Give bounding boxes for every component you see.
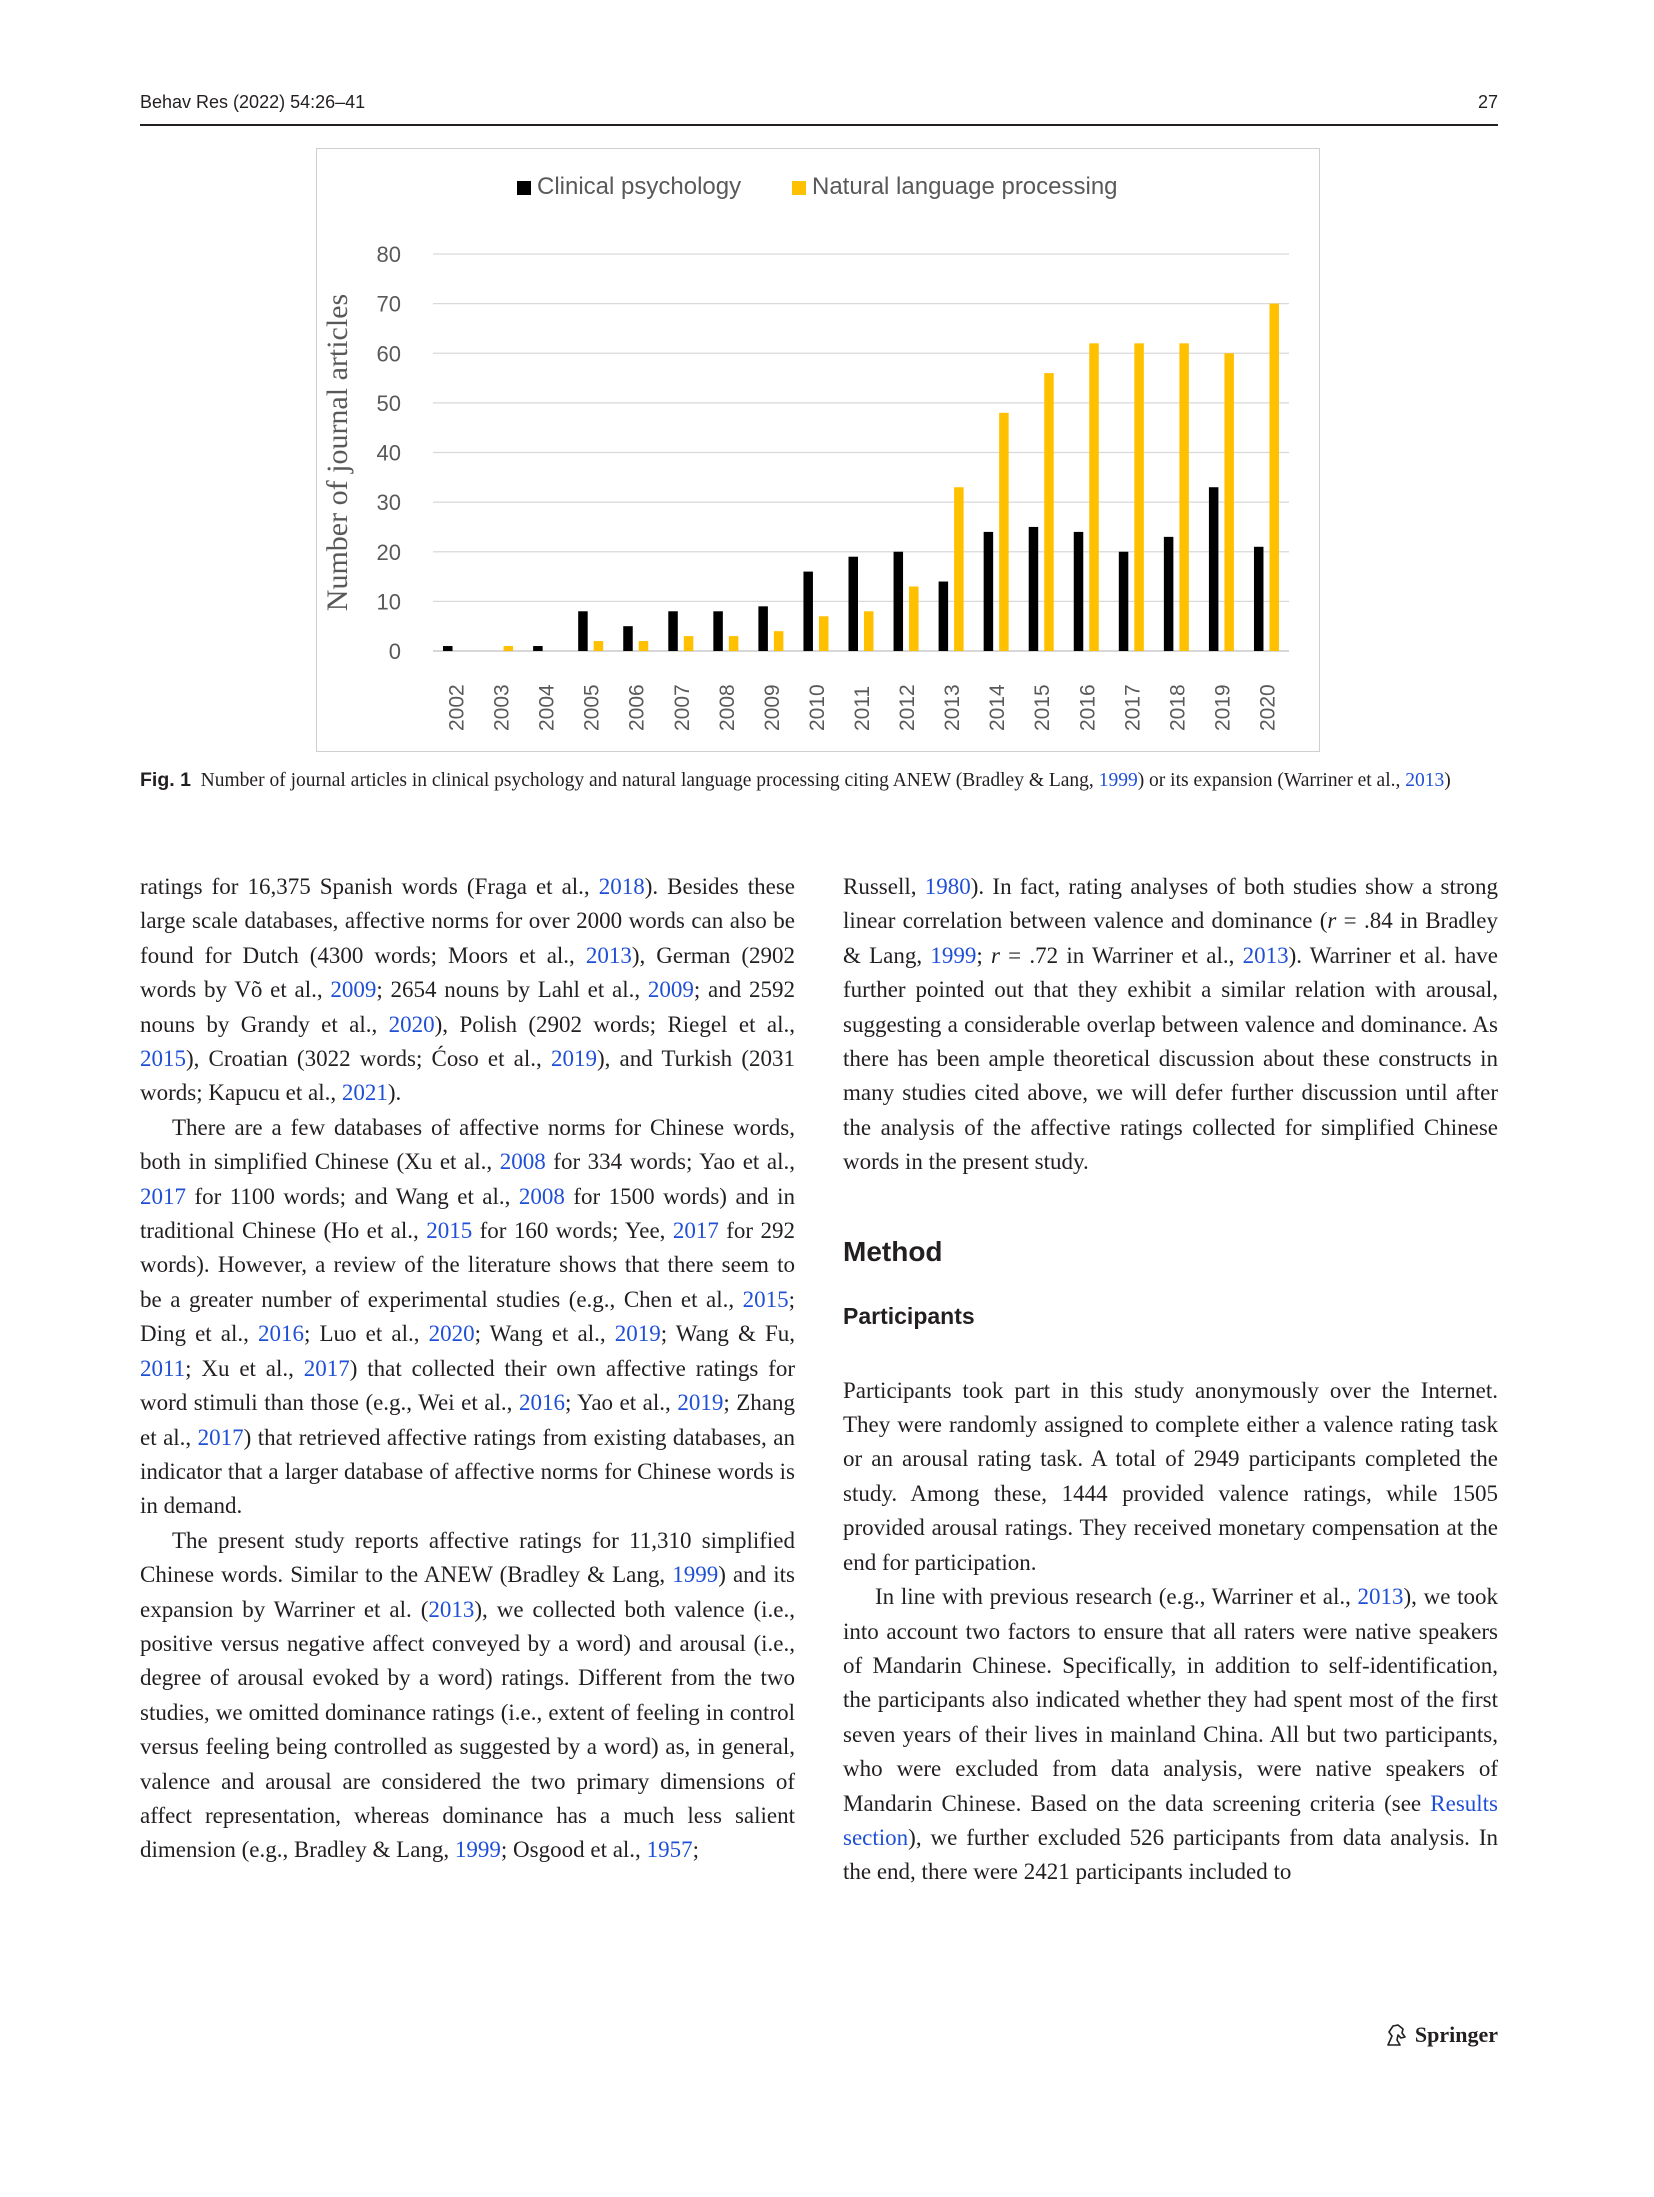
text-run: ; Osgood et al., (500, 1837, 647, 1863)
x-tick-label: 2005 (580, 684, 604, 731)
text-run: ; Ding et al., (140, 1286, 795, 1347)
paragraph (843, 1580, 1498, 1890)
citation-link[interactable]: 2019 (614, 1321, 661, 1347)
bar-clinical (623, 626, 633, 651)
x-tick-label: 2011 (851, 685, 874, 731)
citation-link[interactable]: 2015 (140, 1046, 186, 1072)
y-tick-label: 40 (376, 440, 401, 466)
y-tick-label: 60 (376, 341, 401, 367)
x-tick-label: 2013 (941, 684, 965, 731)
bar-nlp (639, 641, 649, 651)
citation-link[interactable]: 1980 (924, 874, 971, 899)
x-tick-label: 2017 (1121, 684, 1145, 731)
bar-nlp (819, 616, 829, 651)
legend-swatch (517, 181, 531, 195)
text-run: In line with previous research (e.g., Warriner et al., (875, 1584, 1358, 1610)
bar-clinical (1074, 532, 1084, 651)
citation-link[interactable]: 2013 (1357, 1584, 1404, 1610)
citation-link[interactable]: 2019 (677, 1390, 724, 1416)
citation-link[interactable]: 2008 (518, 1183, 565, 1209)
bar-clinical (803, 572, 813, 651)
right-column (843, 870, 1498, 1890)
x-tick-label: 2012 (896, 684, 920, 731)
citation-link[interactable]: 2013 (1242, 942, 1289, 968)
bar-clinical (1254, 547, 1264, 651)
citation-link[interactable]: 2013 (428, 1596, 475, 1622)
bar-clinical (758, 606, 768, 651)
subsection-heading-participants: Participants (843, 1302, 975, 1329)
caption-text: Number of journal articles in clinical psychology and natural language processing citing ANEW (Bradley & Lang, (200, 770, 1099, 791)
text-run: ) that retrieved affective ratings from existing databases, an indicator that a larger database of affective norms for Chinese words is in demand. (140, 1424, 795, 1519)
text-run: ), and Turkish (2031 words; Kapucu et al., (140, 1046, 795, 1106)
text-run: ), we further excluded 526 participants from data analysis. In the end, there were 2421 participants included to (843, 1824, 1498, 1885)
citation-link[interactable]: 1957 (646, 1837, 693, 1863)
x-tick-label: 2007 (670, 684, 694, 731)
bar-nlp (1089, 343, 1099, 651)
caption-text: ) or its expansion (Warriner et al., (1137, 770, 1406, 791)
bar-clinical (578, 611, 588, 651)
text-run: ), we took into account two factors to ensure that all raters were native speakers of Mandarin Chinese. Specifically, in addition to self-identification, the participants also indicated whether they had spent most of the first seven years of their lives in mainland China. All but two participants, who were excluded from data analysis, were native speakers of Mandarin Chinese. Based on the data screening criteria (see (843, 1584, 1498, 1816)
text-run: ; Xu et al., (185, 1355, 304, 1381)
bar-nlp (1224, 353, 1234, 651)
y-tick-label: 10 (376, 589, 401, 615)
bar-clinical (668, 611, 678, 651)
bar-clinical (984, 532, 994, 651)
bar-clinical (894, 552, 904, 651)
citation-link[interactable]: 2009 (330, 977, 377, 1003)
caption-ref-link[interactable]: 2013 (1405, 770, 1445, 791)
citation-link[interactable]: 2013 (585, 942, 632, 968)
text-run: for 334 words; Yao et al., (545, 1149, 795, 1175)
x-tick-label: 2004 (535, 684, 559, 731)
paragraph (140, 1111, 795, 1524)
text-run: ). (387, 1080, 402, 1106)
bar-nlp (954, 487, 964, 651)
citation-link[interactable]: Results section (843, 1790, 1498, 1850)
text-run: ), German (2902 words by Võ et al., (140, 942, 795, 1003)
y-tick-label: 20 (376, 539, 401, 565)
page-number: 27 (1477, 92, 1498, 112)
bar-clinical (849, 557, 859, 651)
text-run: Russell, (843, 874, 925, 899)
text-run: ) that collected their own affective ratings for word stimuli than those (e.g., Wei et al., (140, 1355, 795, 1416)
bar-clinical (533, 646, 543, 651)
x-tick-label: 2008 (715, 684, 739, 731)
bar-clinical (443, 646, 453, 651)
paragraph (140, 870, 795, 1111)
citation-link[interactable]: 2017 (672, 1218, 719, 1244)
paragraph (843, 1374, 1498, 1580)
bar-clinical (1164, 537, 1174, 651)
x-tick-label: 2018 (1166, 684, 1190, 731)
text-run: ; Wang & Fu, (660, 1321, 796, 1347)
bar-clinical (1029, 527, 1039, 651)
citation-link[interactable]: 2008 (499, 1149, 546, 1175)
citation-link[interactable]: 1999 (454, 1837, 501, 1863)
y-tick-label: 30 (376, 490, 401, 516)
figure-caption (140, 766, 1498, 795)
bar-nlp (594, 641, 604, 651)
text-run: ). Besides these large scale databases, affective norms for over 2000 words can also be found for Dutch (4300 words; Moors et al., (140, 874, 796, 968)
text-run: ; 2654 nouns by Lahl et al., (376, 977, 648, 1003)
x-tick-label: 2006 (625, 684, 649, 731)
stat-symbol: r (990, 942, 1000, 968)
text-run: ) and its expansion by Warriner et al. ( (140, 1562, 795, 1622)
x-tick-label: 2002 (445, 684, 469, 731)
text-run: = .84 in Bradley & Lang, (843, 908, 1499, 968)
caption-ref-link[interactable]: 1999 (1098, 770, 1138, 791)
bar-nlp (504, 646, 514, 651)
x-tick-label: 2019 (1211, 684, 1235, 731)
text-run: ), we collected both valence (i.e., positive versus negative affect conveyed by a word) and arousal (i.e., degree of arousal evoked by a word) ratings. Different from the two studies, we omitted dominance ratings (i.e., extent of feeling in control versus feeling being controlled as suggested by a word) as, in general, valence and arousal are considered the two primary dimensions of affect representation, whereas dominance has a much less salient dimension (e.g., Bradley & Lang, (140, 1596, 795, 1863)
citation-link[interactable]: 2017 (197, 1424, 244, 1450)
text-run: ). Warriner et al. have further pointed out that they exhibit a similar relation with arousal, suggesting a considerable overlap between valence and dominance. As there has been ample theoretical discussion about these constructs in many studies cited above, we will defer further discussion until after the analysis of the affective ratings collected for simplified Chinese words in the present study. (843, 942, 1498, 1175)
citation-link[interactable]: 2020 (428, 1321, 475, 1347)
citation-link[interactable]: 2018 (598, 874, 645, 899)
y-axis-label: Number of journal articles (321, 293, 354, 612)
figure-label: Fig. 1 (140, 769, 191, 791)
citation-link[interactable]: 2017 (303, 1355, 350, 1381)
x-tick-label: 2010 (805, 684, 829, 731)
bar-clinical (1119, 552, 1129, 651)
journal-citation: Behav Res (2022) 54:26–41 (140, 92, 366, 112)
text-run: ), Croatian (3022 words; Ćoso et al., (186, 1046, 551, 1072)
text-run: ; Yao et al., (564, 1390, 678, 1416)
bar-nlp (909, 586, 919, 651)
bar-clinical (939, 582, 949, 651)
y-tick-label: 50 (376, 390, 401, 416)
text-run: for 292 words). However, a review of the literature shows that there seem to be a greater number of experimental studies (e.g., Chen et al., (140, 1218, 795, 1312)
text-run: = .72 in Warriner et al., (999, 942, 1243, 968)
text-run: There are a few databases of affective norms for Chinese words, both in simplified Chinese (Xu et al., (140, 1114, 795, 1175)
bar-nlp (999, 413, 1009, 651)
x-tick-label: 2009 (760, 684, 784, 731)
text-run: ratings for 16,375 Spanish words (Fraga et al., (140, 874, 599, 899)
text-run: ; Wang et al., (474, 1321, 615, 1347)
citation-link[interactable]: 2011 (140, 1355, 186, 1381)
text-run: The present study reports affective ratings for 11,310 simplified Chinese words. Similar to the ANEW (Bradley & Lang, (140, 1527, 795, 1588)
text-run: ), Polish (2902 words; Riegel et al., (434, 1011, 795, 1037)
x-tick-label: 2003 (490, 684, 514, 731)
bar-nlp (774, 631, 784, 651)
text-run: for 1100 words; and Wang et al., (186, 1183, 519, 1209)
bar-nlp (684, 636, 694, 651)
bar-nlp (1179, 343, 1189, 651)
bar-nlp (1044, 373, 1054, 651)
bar-chart (317, 149, 1321, 753)
text-run: ; Luo et al., (304, 1321, 429, 1347)
paragraph (140, 1524, 795, 1868)
text-run: for 160 words; Yee, (472, 1218, 673, 1244)
legend-label: Clinical psychology (537, 173, 742, 200)
bar-nlp (1269, 304, 1279, 651)
publisher-footer (1383, 2022, 1498, 2048)
text-run: ; Zhang et al., (140, 1390, 795, 1450)
citation-link[interactable]: 2015 (426, 1218, 473, 1244)
text-run: ; (976, 942, 991, 968)
text-run: ). In fact, rating analyses of both studies show a strong linear correlation between valence and dominance ( (843, 874, 1498, 934)
springer-horse-icon (1383, 2022, 1409, 2048)
citation-link[interactable]: 1999 (672, 1562, 719, 1588)
citation-link[interactable]: 2015 (742, 1286, 789, 1312)
paragraph (843, 870, 1498, 1180)
publisher-name: Springer (1414, 2022, 1498, 2047)
text-run: for 1500 words) and in traditional Chinese (Ho et al., (140, 1183, 796, 1244)
bar-nlp (729, 636, 739, 651)
y-tick-label: 70 (376, 291, 401, 317)
bar-clinical (1209, 487, 1219, 651)
caption-text: ) (1444, 770, 1451, 791)
citation-link[interactable]: 2019 (550, 1046, 597, 1072)
text-run: ; and 2592 nouns by Grandy et al., (140, 977, 795, 1037)
citation-link[interactable]: 2016 (518, 1390, 565, 1416)
y-tick-label: 80 (376, 242, 401, 267)
stat-symbol: r (1327, 908, 1337, 934)
x-tick-label: 2014 (986, 684, 1010, 731)
left-column (140, 870, 795, 1868)
figure-1 (316, 148, 1320, 752)
citation-link[interactable]: 2017 (140, 1183, 186, 1209)
citation-link[interactable]: 2016 (258, 1321, 305, 1347)
x-tick-label: 2020 (1256, 684, 1280, 731)
section-heading-method: Method (843, 1235, 943, 1267)
citation-link[interactable]: 1999 (930, 942, 977, 968)
running-header (140, 90, 1498, 126)
text-run: Participants took part in this study anonymously over the Internet. They were randomly assigned to complete either a valence rating task or an arousal rating task. A total of 2949 participants completed the study. Among these, 1444 provided valence ratings, while 1505 provided arousal ratings. They received monetary compensation at the end for participation. (843, 1377, 1498, 1575)
legend-swatch (792, 181, 806, 195)
x-tick-label: 2015 (1031, 684, 1055, 731)
x-tick-label: 2016 (1076, 684, 1100, 731)
y-tick-label: 0 (388, 639, 401, 664)
text-run: ; (692, 1837, 699, 1863)
citation-link[interactable]: 2020 (388, 1011, 435, 1037)
legend-label: Natural language processing (812, 173, 1118, 200)
citation-link[interactable]: 2021 (341, 1080, 388, 1106)
bar-nlp (864, 611, 874, 651)
bar-clinical (713, 611, 723, 651)
bar-nlp (1134, 343, 1144, 651)
citation-link[interactable]: 2009 (647, 977, 694, 1003)
